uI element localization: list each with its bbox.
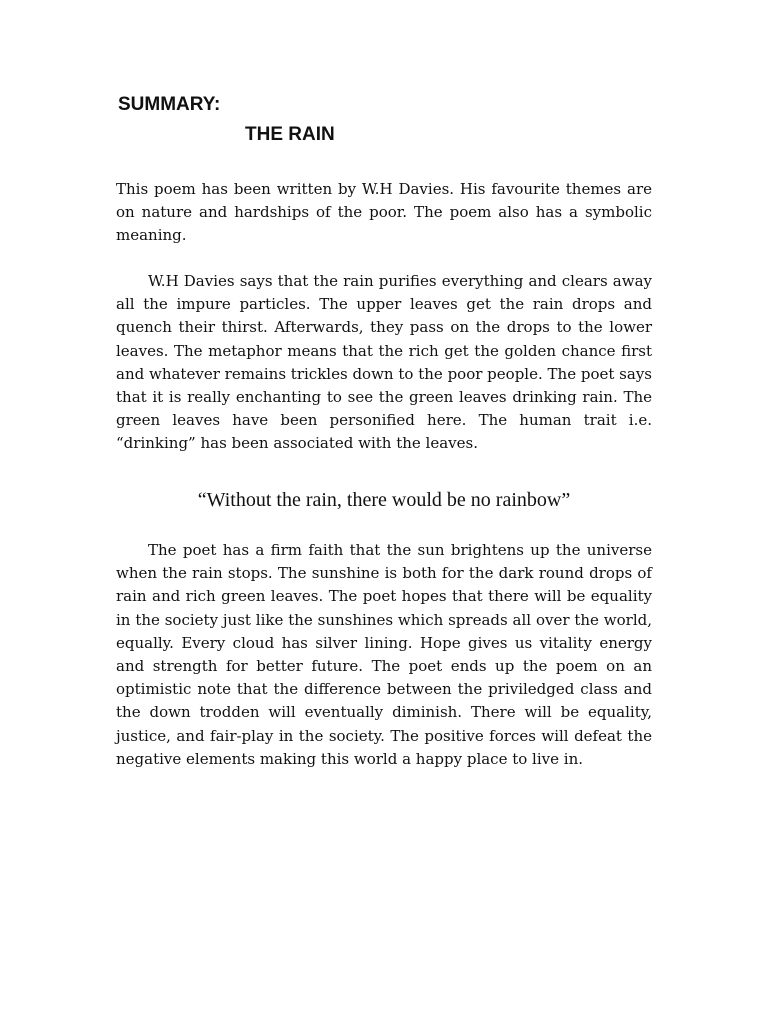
paragraph-conclusion: The poet has a firm faith that the sun brightens up the universe when the rain stops. The sunshine is both for the dark round drops of rain and rich green leaves. The poet hopes that there will be equality in the society just like the sunshines which spreads all over the world, equally. Every cloud has silver lining. Hope gives us vitality energy and strength for better future. The poet ends up the poem on an optimistic note that the difference between the priviledged class and the down trodden will eventually diminish. There will be equality, justice, and fair-play in the society. The positive forces will defeat the negative elements making this world a happy place to live in. <box>116 541 652 768</box>
paragraph-metaphor: W.H Davies says that the rain purifies everything and clears away all the impure particles. The upper leaves get the rain drops and quench their thirst. Afterwards, they pass on the drops to the lower leaves. The metaphor means that the rich get the golden chance first and whatever remains trickles down to the poor people. The poet says that it is really enchanting to see the green leaves drinking rain. The green leaves have been personified here. The human trait i.e. “drinking” has been associated with the leaves. <box>116 272 652 453</box>
summary-label: SUMMARY: <box>118 94 221 115</box>
pull-quote: “Without the rain, there would be no rainbow” <box>197 489 571 511</box>
paragraph-intro: This poem has been written by W.H Davies. His favourite themes are on nature and hardships of the poor. The poem also has a symbolic meaning. <box>116 180 652 245</box>
page-title: THE RAIN <box>245 124 335 145</box>
